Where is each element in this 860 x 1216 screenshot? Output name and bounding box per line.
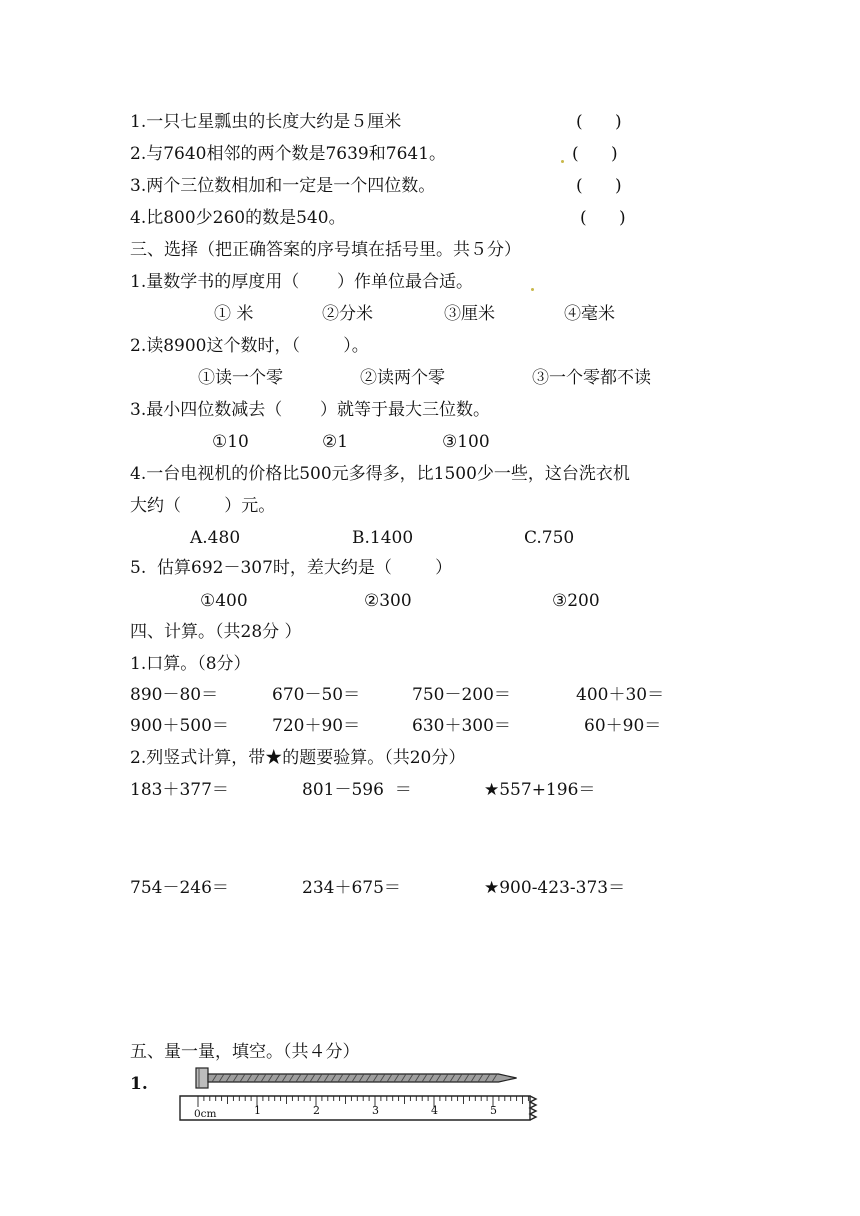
vertical-calc-title: 2.列竖式计算，带★的题要验算。（共20分） <box>130 748 466 768</box>
choice-q2-option-3[interactable]: ③一个零都不读 <box>532 368 651 388</box>
ruler <box>180 1096 536 1120</box>
vertical-problem: 801－596 ＝ <box>302 780 412 800</box>
ruler-number-label: 2 <box>313 1104 320 1117</box>
nail-icon <box>196 1068 517 1088</box>
measure-q1-label: 1. <box>130 1074 148 1094</box>
section-5-heading: 五、量一量，填空。（共４分） <box>130 1042 360 1062</box>
section-3-heading: 三、选择（把正确答案的序号填在括号里。共５分） <box>130 240 521 260</box>
choice-q1-option-3[interactable]: ③厘米 <box>444 304 495 324</box>
vertical-problem: 234＋675＝ <box>302 878 401 898</box>
ruler-number-label: 1 <box>254 1104 261 1117</box>
oral-problem: 900＋500＝ <box>130 716 229 736</box>
choice-q2-option-1[interactable]: ①读一个零 <box>198 368 283 388</box>
vertical-problem: 183＋377＝ <box>130 780 229 800</box>
choice-q4-option-b[interactable]: B.1400 <box>352 528 414 548</box>
judge-item-3: 3.两个三位数相加和一定是一个四位数。 <box>130 176 436 196</box>
choice-q1-option-4[interactable]: ④毫米 <box>564 304 615 324</box>
choice-q5-option-1[interactable]: ①400 <box>200 591 248 611</box>
nail-on-ruler-figure <box>178 1064 546 1124</box>
vertical-problem: 754－246＝ <box>130 878 229 898</box>
choice-q2-option-2[interactable]: ②读两个零 <box>360 368 445 388</box>
oral-problem: 60＋90＝ <box>584 716 662 736</box>
judge-answer-paren-4[interactable]: ( ) <box>580 208 626 228</box>
choice-q5-option-2[interactable]: ②300 <box>364 591 412 611</box>
judge-answer-paren-2[interactable]: ( ) <box>572 144 618 164</box>
stray-mark <box>531 288 534 291</box>
choice-q4-option-c[interactable]: C.750 <box>524 528 575 548</box>
choice-q3-option-1[interactable]: ①10 <box>212 432 249 452</box>
choice-q5-option-3[interactable]: ③200 <box>552 591 600 611</box>
choice-q3-option-2[interactable]: ②1 <box>322 432 349 452</box>
oral-problem: 400＋30＝ <box>576 685 665 705</box>
oral-problem: 720＋90＝ <box>272 716 361 736</box>
vertical-problem-starred: ★900-423-373＝ <box>484 878 626 898</box>
oral-problem: 890－80＝ <box>130 685 219 705</box>
choice-q4-stem-line1: 4.一台电视机的价格比500元多得多，比1500少一些，这台洗衣机 <box>130 464 630 484</box>
ruler-number-label: 4 <box>431 1104 438 1117</box>
judge-item-2: 2.与7640相邻的两个数是7639和7641。 <box>130 144 447 164</box>
oral-problem: 630＋300＝ <box>412 716 511 736</box>
section-4-heading: 四、计算。（共28分 ） <box>130 622 302 642</box>
choice-q1-stem: 1.量数学书的厚度用（ ）作单位最合适。 <box>130 272 474 292</box>
ruler-zero-label: 0cm <box>194 1108 217 1120</box>
judge-item-4: 4.比800少260的数是540。 <box>130 208 346 228</box>
vertical-problem-starred: ★557+196＝ <box>484 780 596 800</box>
oral-calc-title: 1.口算。（8分） <box>130 654 251 674</box>
choice-q3-stem: 3.最小四位数减去（ ）就等于最大三位数。 <box>130 400 491 420</box>
judge-answer-paren-1[interactable]: ( ) <box>576 112 622 132</box>
judge-item-1: 1.一只七星瓢虫的长度大约是５厘米 <box>130 112 402 132</box>
stray-mark <box>561 160 564 163</box>
choice-q1-option-2[interactable]: ②分米 <box>322 304 373 324</box>
ruler-number-label: 3 <box>372 1104 379 1117</box>
choice-q4-option-a[interactable]: A.480 <box>190 528 241 548</box>
oral-problem: 670－50＝ <box>272 685 361 705</box>
choice-q1-option-1[interactable]: ① 米 <box>214 304 254 324</box>
oral-problem: 750－200＝ <box>412 685 511 705</box>
judge-answer-paren-3[interactable]: ( ) <box>576 176 622 196</box>
choice-q2-stem: 2.读8900这个数时，（ ）。 <box>130 336 369 356</box>
choice-q5-stem: 5. 估算692－307时，差大约是（ ） <box>130 558 453 578</box>
ruler-number-label: 5 <box>490 1104 497 1117</box>
choice-q3-option-3[interactable]: ③100 <box>442 432 490 452</box>
choice-q4-stem-line2: 大约（ ）元。 <box>130 496 276 516</box>
